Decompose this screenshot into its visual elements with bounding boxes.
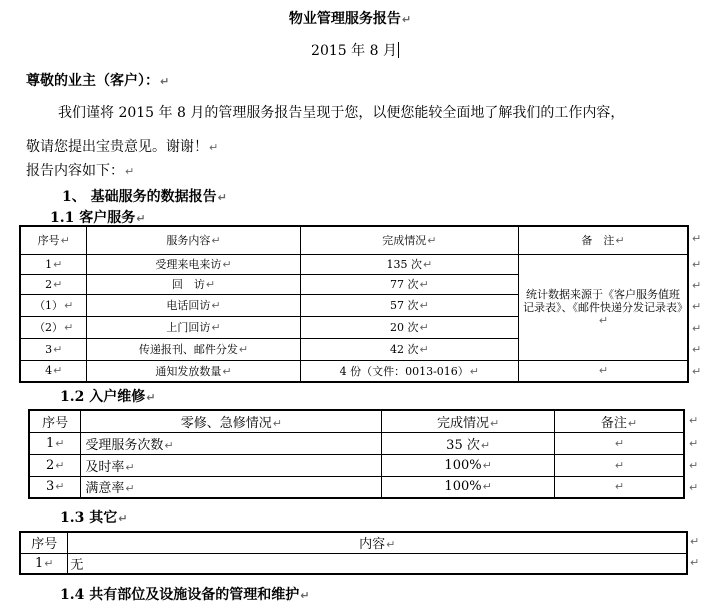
greeting-text: 尊敬的业主（客户）：: [26, 73, 159, 89]
row-no: （2）↵: [20, 316, 87, 338]
row-no: 1↵: [20, 254, 87, 274]
section-1-3-text: 1.3 其它: [60, 510, 118, 526]
row-status: 20 次↵: [300, 316, 518, 338]
row-content: 电话回访↵: [87, 294, 300, 316]
row-remark: ↵: [554, 432, 684, 454]
row-content: 及时率↵: [81, 454, 382, 476]
row-end-mark: ↵: [690, 535, 700, 548]
header-cell: 服务内容↵: [87, 226, 300, 254]
row-content: 受理服务次数↵: [81, 432, 382, 454]
remark-empty: ↵: [518, 360, 688, 382]
row-content: 受理来电来访↵: [87, 254, 300, 274]
table-row: [29, 476, 684, 498]
table-header-row: [20, 532, 687, 553]
repair-table: [28, 409, 685, 499]
section-heading-1-2: [60, 386, 155, 406]
paragraph-mark: ↵: [118, 512, 128, 525]
row-no: 4↵: [20, 360, 87, 382]
other-table: [19, 531, 688, 575]
greeting: [26, 70, 169, 90]
table-row: [20, 360, 688, 382]
row-status: 100%↵: [382, 454, 555, 476]
table-row: [29, 432, 684, 454]
header-cell: 内容↵: [68, 532, 687, 553]
row-status: 4 份（文件：0013-016）↵: [300, 360, 518, 382]
table-row: [20, 553, 687, 574]
row-end-mark: ↵: [689, 437, 699, 450]
paragraph-mark: ↵: [401, 13, 412, 26]
row-end-mark: ↵: [689, 459, 699, 472]
header-cell: 序号↵: [20, 226, 87, 254]
row-end-mark: ↵: [692, 322, 702, 335]
row-no: （1）↵: [20, 294, 87, 316]
row-no: 2↵: [20, 274, 87, 294]
header-cell: 完成情况↵: [300, 226, 518, 254]
row-status: 35 次↵: [382, 432, 555, 454]
report-contents-label: [26, 160, 134, 180]
header-cell: 备 注↵: [518, 226, 688, 254]
intro-paragraph-line1: [58, 102, 624, 122]
row-no: 2↵: [29, 454, 81, 476]
table-header-row: [29, 410, 684, 432]
customer-service-table: [19, 225, 689, 383]
row-no: 1↵: [20, 553, 68, 574]
row-no: 1↵: [29, 432, 81, 454]
row-no: 3↵: [20, 338, 87, 360]
table-row: [20, 254, 688, 274]
row-content: 无: [68, 553, 687, 574]
section-1-2-text: 1.2 入户维修: [60, 389, 146, 405]
paragraph-mark: ↵: [136, 212, 146, 225]
title-text: 物业管理服务报告: [288, 11, 401, 27]
row-status: 57 次↵: [300, 294, 518, 316]
row-status: 77 次↵: [300, 274, 518, 294]
header-cell: 零修、急修情况↵: [81, 410, 382, 432]
row-end-mark: ↵: [689, 414, 699, 427]
section-1-1-text: 1.1 客户服务: [50, 210, 136, 226]
row-end-mark: ↵: [689, 481, 699, 494]
header-cell: 序号: [29, 410, 81, 432]
row-end-mark: ↵: [692, 300, 702, 313]
table-row: [29, 454, 684, 476]
paragraph-mark: ↵: [160, 75, 170, 88]
row-content: 回 访↵: [87, 274, 300, 294]
page-title: [0, 8, 700, 28]
paragraph-mark: ↵: [209, 141, 219, 154]
row-remark: ↵: [554, 454, 684, 476]
intro-text-1: 我们谨将 2015 年 8 月的管理服务报告呈现于您，以便您能较全面地了解我们的工作内容，: [58, 105, 625, 121]
row-status: 135 次↵: [300, 254, 518, 274]
contents-text: 报告内容如下：: [26, 163, 124, 179]
row-end-mark: ↵: [692, 365, 702, 378]
section-heading-1: [62, 186, 227, 206]
paragraph-mark: ↵: [300, 589, 310, 602]
row-content: 传递报刊、邮件分发↵: [87, 338, 300, 360]
section-heading-1-3: [60, 507, 127, 527]
intro-text-2: 敬请您提出宝贵意见。谢谢！: [26, 139, 208, 155]
date-text: 2015 年 8 月: [311, 43, 397, 59]
row-no: 3↵: [29, 476, 81, 498]
section-1-text: 1、 基础服务的数据报告: [62, 189, 217, 205]
row-end-mark: ↵: [692, 258, 702, 271]
row-remark: ↵: [554, 476, 684, 498]
row-end-mark: ↵: [692, 279, 702, 292]
header-cell: 完成情况↵: [382, 410, 555, 432]
row-status: 100%↵: [382, 476, 555, 498]
row-status: 42 次↵: [300, 338, 518, 360]
paragraph-mark: ↵: [217, 191, 227, 204]
remark-cell: 统计数据来源于《客户服务值班记录表》、《邮件快递分发记录表》↵: [518, 254, 688, 360]
row-content: 通知发放数量↵: [87, 360, 300, 382]
intro-paragraph-line2: [26, 136, 218, 156]
paragraph-mark: ↵: [146, 391, 156, 404]
header-cell: 备注↵: [554, 410, 684, 432]
paragraph-mark: ↵: [125, 165, 135, 178]
row-end-mark: ↵: [692, 232, 702, 245]
row-content: 满意率↵: [81, 476, 382, 498]
section-heading-1-4: [60, 584, 309, 604]
section-1-4-text: 1.4 共有部位及设施设备的管理和维护: [60, 587, 300, 603]
header-cell: 序号: [20, 532, 68, 553]
section-heading-1-1: [50, 207, 145, 227]
table-header-row: [20, 226, 688, 254]
row-content: 上门回访↵: [87, 316, 300, 338]
text-cursor: [398, 42, 399, 58]
row-end-mark: ↵: [690, 556, 700, 569]
row-end-mark: ↵: [692, 343, 702, 356]
report-date[interactable]: [0, 40, 710, 60]
